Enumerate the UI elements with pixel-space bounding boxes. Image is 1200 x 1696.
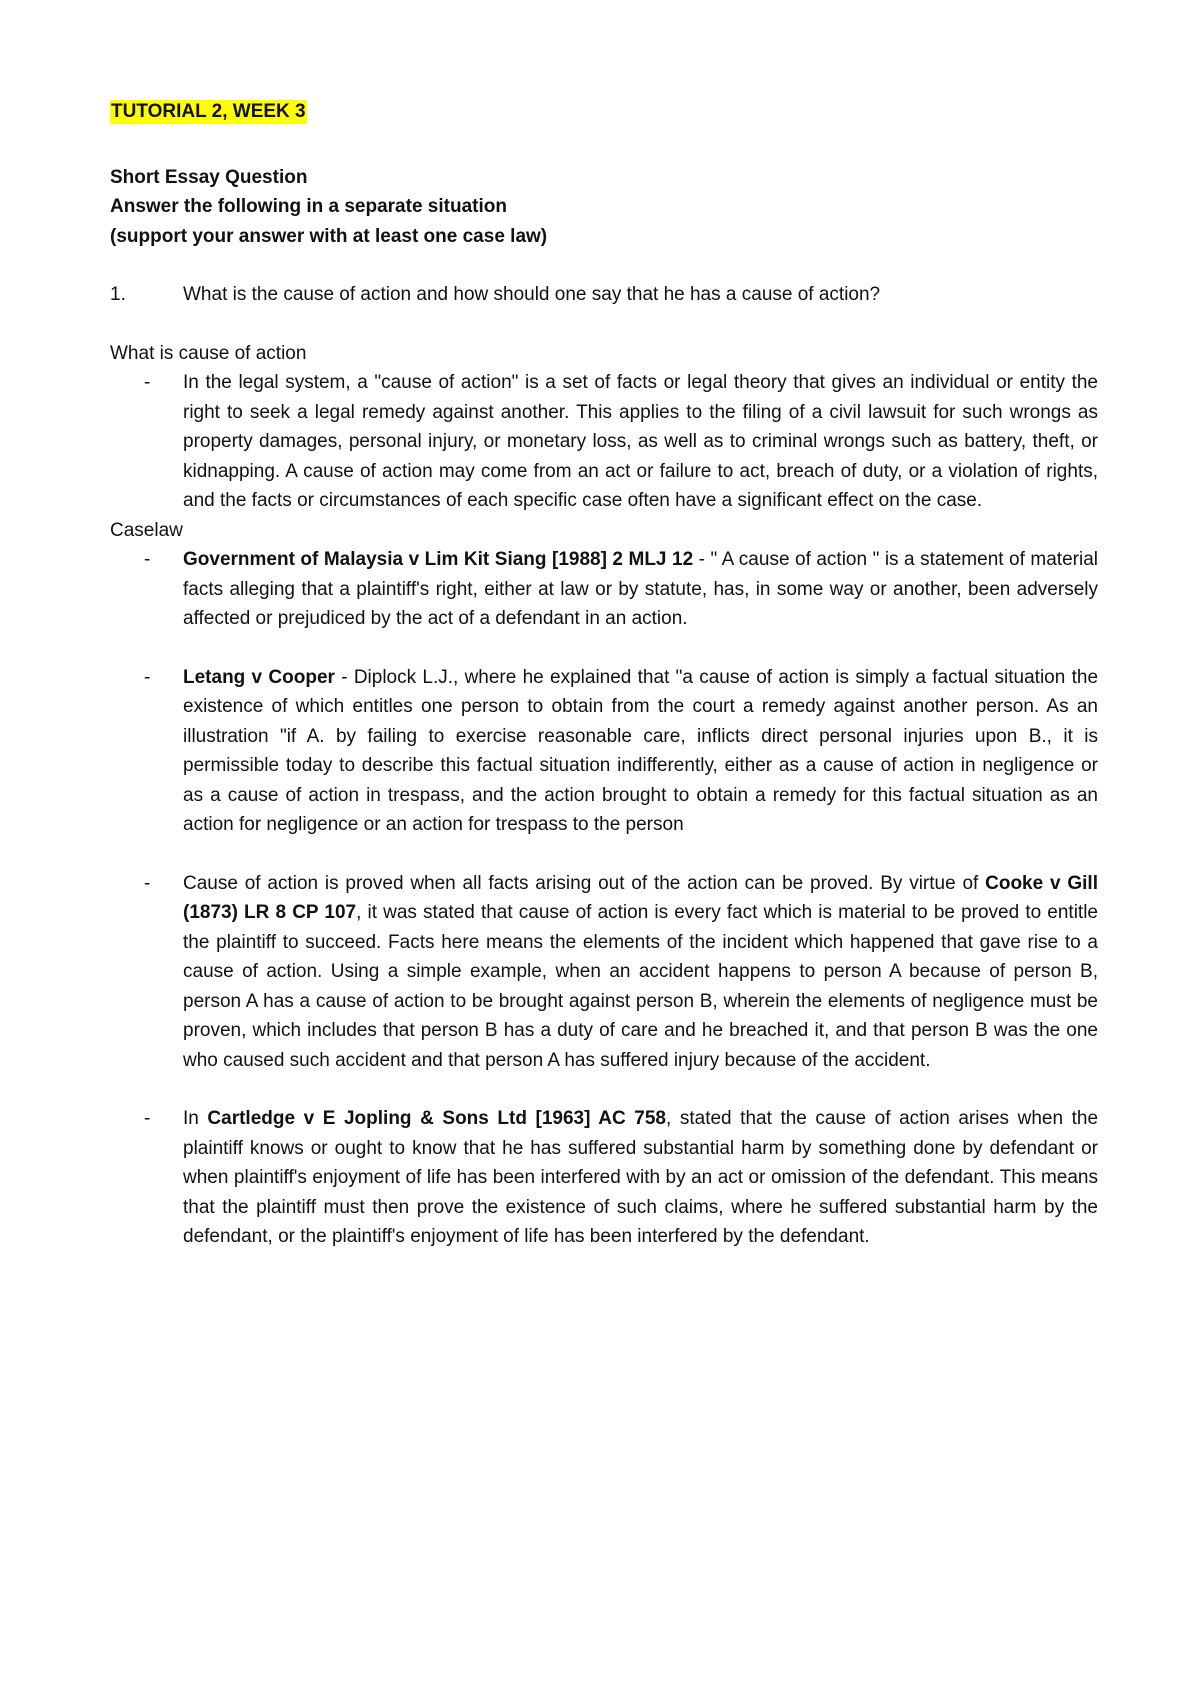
list-item-case-3 [110,869,1098,1076]
heading-support-note: (support your answer with at least one case law) [110,225,548,247]
definition-text: In the legal system, a "cause of action" is a set of facts or legal theory that gives an individual or entity the right to seek a legal remedy against another. This applies to the filing of a civil lawsuit for such wrongs as property damages, personal injury, or monetary loss, as well as to criminal wrongs such as battery, theft, or kidnapping. A cause of action may come from an act or failure to act, breach of duty, or a violation of rights, and the facts or circumstances of each specific case often have a significant effect on the case. [183,372,1098,511]
question-text: What is the cause of action and how should one say that he has a cause of action? [183,284,881,305]
list-item-case-1 [110,545,1098,634]
case-2-name: Letang v Cooper [183,666,335,688]
case-1-name: Government of Malaysia v Lim Kit Siang [1988] 2 MLJ 12 [183,549,694,570]
case-3-paragraph [183,869,1098,1076]
list-item-case-2 [110,663,1098,840]
tutorial-title: TUTORIAL 2, WEEK 3 [111,101,306,122]
case-4-paragraph [183,1104,1098,1252]
section-label-cause-of-action: What is cause of action [110,342,307,364]
case-3-name: Cooke v Gill (1873) LR 8 CP 107 [183,872,1098,923]
case-1-text: - " A cause of action " is a statement of material facts alleging that a plaintiff's right, either at law or by statute, has, in some way or another, been adversely affected or prejudiced by the act of a defendant in an action. [183,549,1098,629]
bullet-dash: - [144,549,151,570]
case-4-intro: In [183,1108,208,1129]
bullet-dash: - [144,372,151,393]
question-number: 1. [110,284,126,305]
bullet-dash: - [144,1108,151,1129]
case-4-name: Cartledge v E Jopling & Sons Ltd [1963] AC 758 [207,1108,667,1129]
bullet-dash: - [144,666,151,688]
case-1-paragraph [183,545,1098,634]
case-2-text: - Diplock L.J., where he explained that "a cause of action is simply a factual situation the existence of which entitles one person to obtain from the court a remedy against another person. As an illustration "if A. by failing to exercise reasonable care, inflicts direct personal injuries upon B., it is permissible today to describe this factual situation indifferently, either as a cause of action in negligence or as a cause of action in trespass, and the action brought to obtain a remedy for this factual situation as an action for negligence or an action for trespass to the person [183,666,1099,835]
section-label-caselaw: Caselaw [110,519,183,541]
case-3-intro: Cause of action is proved when all facts arising out of the action can be proved. By virtue of [183,872,986,894]
question-1 [110,280,1098,310]
list-item-definition [110,368,1098,516]
bullet-dash: - [144,872,151,894]
heading-short-essay: Short Essay Question [110,166,308,188]
case-2-paragraph [183,663,1098,840]
list-item-case-4 [110,1104,1098,1252]
case-4-text: , stated that the cause of action arises when the plaintiff knows or ought to know that he has suffered substantial harm by something done by defendant or when plaintiff's enjoyment of life has been interfered with by an act or omission of the defendant. This means that the plaintiff must then prove the existence of such claims, where he suffered substantial harm by the defendant, or the plaintiff's enjoyment of life has been interfered by the defendant. [183,1108,1099,1247]
case-3-text: , it was stated that cause of action is every fact which is material to be proved to entitle the plaintiff to succeed. Facts here means the elements of the incident which happened that gave rise to a cause of action. Using a simple example, when an accident happens to person A because of person B, person A has a cause of action to be brought against person B, wherein the elements of negligence must be proven, which includes that person B has a duty of care and he breached it, and that person B was the one who caused such accident and that person A has suffered injury because of the accident. [183,902,1098,1071]
heading-instruction: Answer the following in a separate situation [110,196,507,217]
document-body [110,97,1098,1252]
